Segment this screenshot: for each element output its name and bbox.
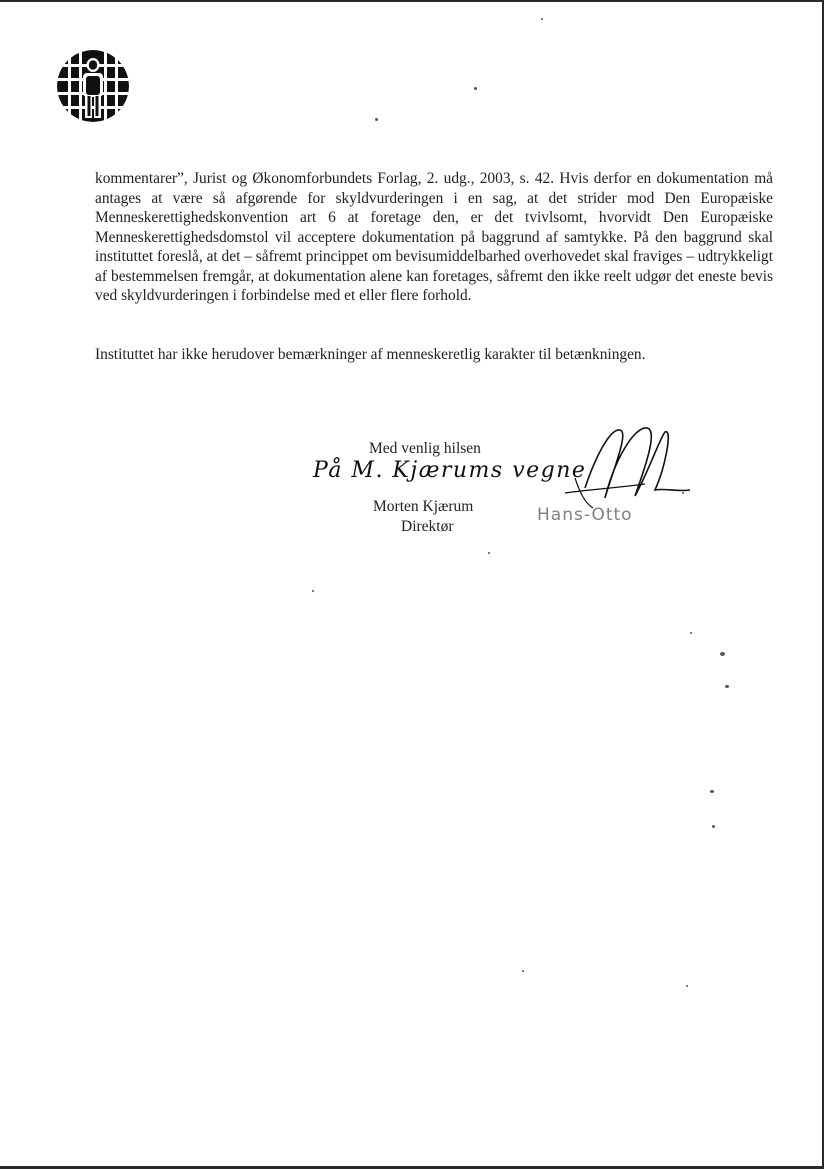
scan-speck [686, 985, 688, 987]
page-edge-top [0, 0, 824, 2]
scan-speck [725, 685, 729, 688]
scan-speck [488, 552, 490, 554]
scan-speck [720, 652, 725, 656]
scan-speck [474, 87, 477, 90]
scan-speck [710, 790, 714, 793]
scan-speck [541, 18, 543, 20]
body-paragraph-2: Instituttet har ikke herudover bemærkninger af menneskeretlig karakter til betænkningen. [95, 346, 646, 363]
scan-speck [690, 632, 692, 634]
scan-speck [712, 825, 715, 828]
scan-speck [682, 492, 684, 494]
body-paragraph-1: kommentarer”, Jurist og Økonomforbundets Forlag, 2. udg., 2003, s. 42. Hvis derfor en dokumentation må antages at være så afgørende for skyldvurderingen i en sag, at det strider mod Den Europæiske Menneskerettighedskonvention art 6 at foretage den, er det tvivlsomt, hvorvidt Den Europæiske Menneskerettighedsdomstol vil acceptere dokumentation på baggrund af samtykke. På den baggrund skal instituttet foreslå, at det – såfremt princippet om bevisumiddelbarhed overhovedet skal fraviges – udtrykkeligt af bestemmelsen fremgår, at dokumentation alene kan foretages, såfremt den ikke reelt udgør det eneste bevis ved skyldvurderingen i forbindelse med et eller flere forhold. [95, 170, 773, 304]
stamp-text: Hans-Otto [537, 505, 633, 525]
signer-title: Direktør [401, 518, 454, 535]
closing-greeting: Med venlig hilsen [369, 440, 481, 457]
scan-speck [375, 118, 378, 121]
scan-speck [312, 590, 314, 592]
globe-human-figure-logo-icon [55, 48, 131, 124]
signer-name: Morten Kjærum [373, 498, 474, 515]
handwritten-note: På M. Kjærums vegne [313, 458, 587, 483]
scan-speck [522, 970, 524, 972]
